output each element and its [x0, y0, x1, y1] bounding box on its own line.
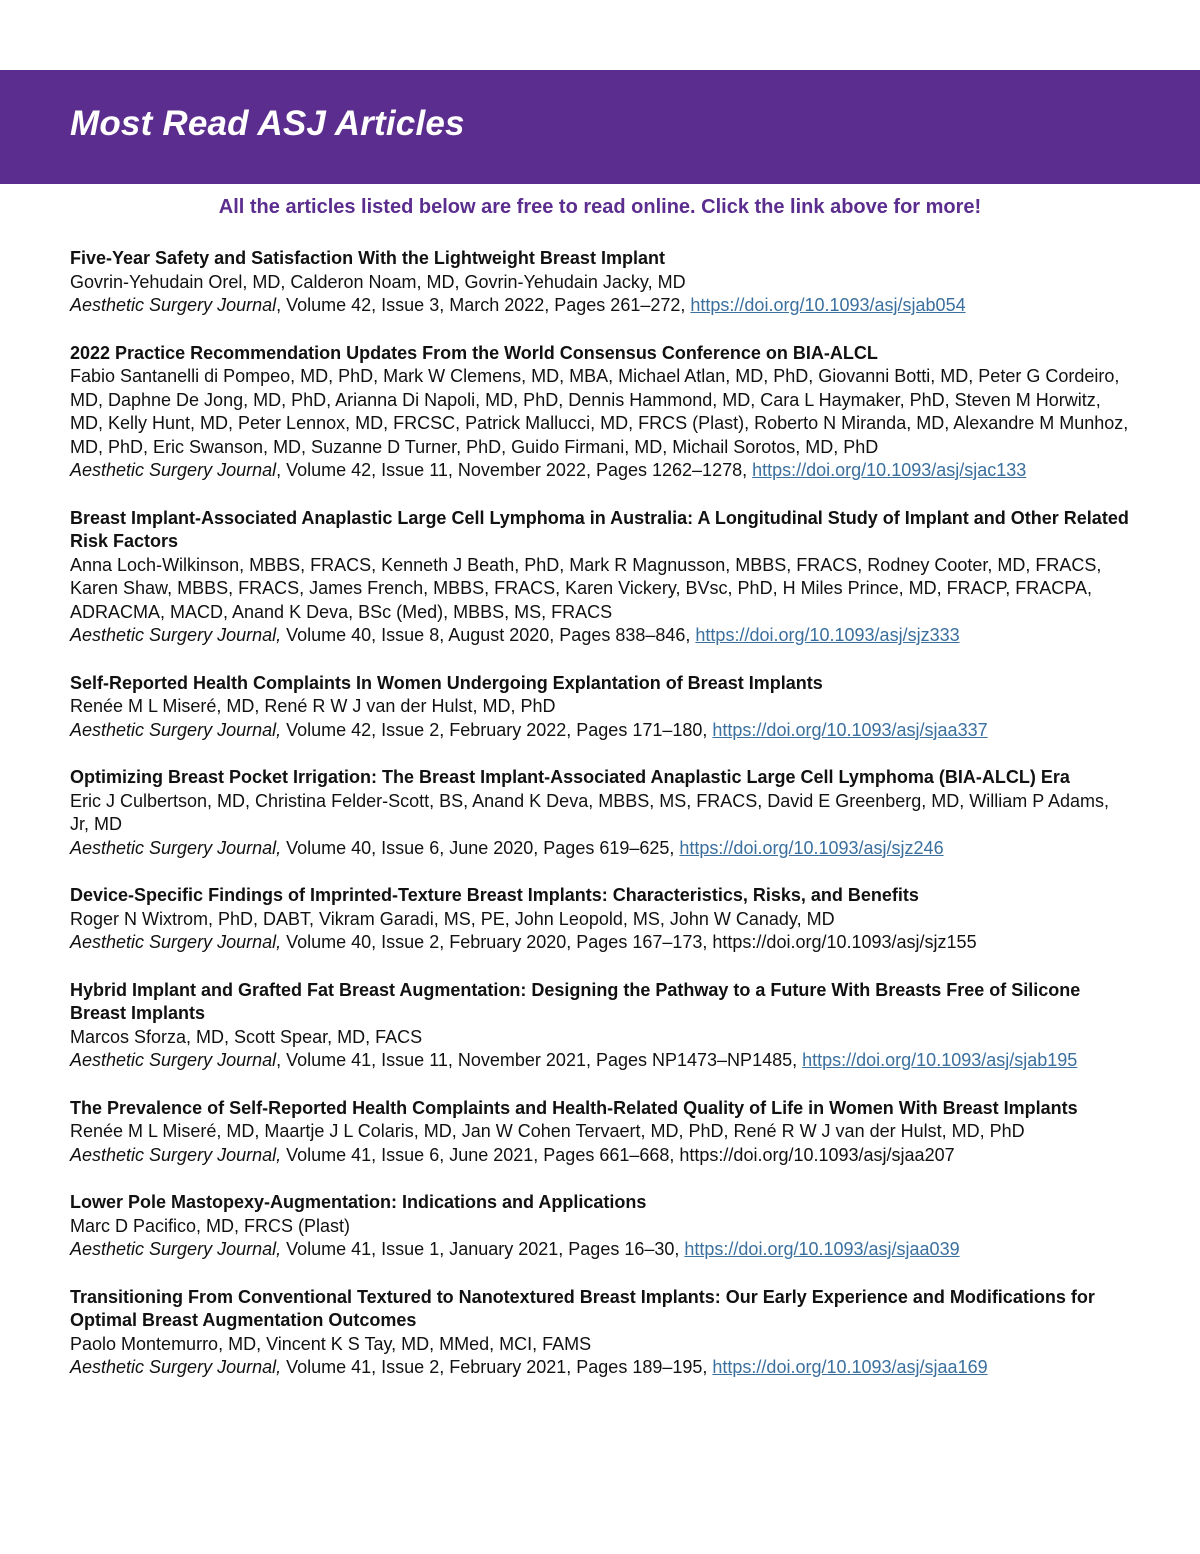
article-authors: Anna Loch-Wilkinson, MBBS, FRACS, Kenneth J Beath, PhD, Mark R Magnusson, MBBS, FRACS, Rodney Cooter, MD, FRACS, Karen Shaw, MBBS, FRACS, James French, MBBS, FRACS, Karen Vickery, BVsc, PhD, H Miles Prince, MD, FRACP, FRACPA, ADRACMA, MACD, Anand K Deva, BSc (Med), MBBS, MS, FRACS	[70, 554, 1102, 622]
journal-name: Aesthetic Surgery Journal,	[70, 1357, 282, 1377]
citation-details: Volume 41, Issue 1, January 2021, Pages 16–30,	[281, 1239, 685, 1259]
article-title: Optimizing Breast Pocket Irrigation: The Breast Implant-Associated Anaplastic Large Cell Lymphoma (BIA-ALCL) Era	[70, 767, 1070, 787]
article-title: The Prevalence of Self-Reported Health Complaints and Health-Related Quality of Life in Women With Breast Implants	[70, 1097, 1078, 1118]
journal-name: Aesthetic Surgery Journal	[70, 295, 277, 315]
doi-text: https://doi.org/10.1093/asj/sjaa207	[679, 1144, 955, 1165]
doi-link[interactable]: https://doi.org/10.1093/asj/sjab195	[802, 1050, 1078, 1070]
citation-details: Volume 42, Issue 2, February 2022, Pages 171–180,	[281, 719, 713, 740]
doi-link[interactable]: https://doi.org/10.1093/asj/sjab054	[690, 295, 966, 315]
citation-details: Volume 40, Issue 2, February 2020, Pages 167–173,	[281, 932, 713, 952]
article-citation	[70, 837, 1132, 861]
doi-link[interactable]: https://doi.org/10.1093/asj/sjac133	[752, 460, 1027, 480]
journal-name: Aesthetic Surgery Journal,	[70, 625, 282, 645]
citation-details: , Volume 42, Issue 11, November 2022, Pages 1262–1278,	[276, 460, 753, 480]
article-citation	[70, 931, 1132, 955]
article-authors: Paolo Montemurro, MD, Vincent K S Tay, MD, MMed, MCI, FAMS	[70, 1333, 592, 1354]
article-title: Self-Reported Health Complaints In Women Undergoing Explantation of Breast Implants	[70, 672, 823, 693]
journal-name: Aesthetic Surgery Journal,	[70, 1239, 282, 1259]
citation-details: Volume 40, Issue 8, August 2020, Pages 838–846,	[281, 625, 696, 645]
article-citation	[70, 294, 1132, 318]
article-entry	[70, 247, 1132, 318]
article-authors: Renée M L Miseré, MD, René R W J van der Hulst, MD, PhD	[70, 696, 556, 716]
journal-name: Aesthetic Surgery Journal,	[70, 1144, 282, 1165]
citation-details: Volume 40, Issue 6, June 2020, Pages 619–625,	[281, 837, 680, 858]
article-entry	[70, 1191, 1132, 1262]
article-entry	[70, 342, 1132, 483]
article-authors: Marcos Sforza, MD, Scott Spear, MD, FACS	[70, 1026, 423, 1047]
article-citation	[70, 719, 1132, 743]
article-entry	[70, 672, 1132, 743]
citation-details: , Volume 41, Issue 11, November 2021, Pages NP1473–NP1485,	[276, 1050, 803, 1070]
article-citation	[70, 624, 1132, 648]
journal-name: Aesthetic Surgery Journal,	[70, 837, 282, 858]
journal-name: Aesthetic Surgery Journal	[70, 460, 277, 480]
article-list	[70, 247, 1132, 1404]
article-title: Lower Pole Mastopexy-Augmentation: Indications and Applications	[70, 1192, 647, 1212]
journal-name: Aesthetic Surgery Journal,	[70, 932, 282, 952]
article-authors: Renée M L Miseré, MD, Maartje J L Colaris, MD, Jan W Cohen Tervaert, MD, PhD, René R W J van der Hulst, MD, PhD	[70, 1121, 1025, 1141]
header-banner	[0, 70, 1200, 184]
journal-name: Aesthetic Surgery Journal	[70, 1050, 277, 1070]
article-entry	[70, 884, 1132, 955]
article-entry	[70, 1286, 1132, 1380]
article-title: Transitioning From Conventional Textured to Nanotextured Breast Implants: Our Early Experience and Modifications for Optimal Breast Augmentation Outcomes	[70, 1286, 1095, 1330]
article-citation	[70, 1144, 1132, 1168]
doi-link[interactable]: https://doi.org/10.1093/asj/sjz333	[695, 625, 960, 645]
citation-details: Volume 41, Issue 2, February 2021, Pages 189–195,	[281, 1357, 713, 1377]
doi-link[interactable]: https://doi.org/10.1093/asj/sjaa169	[712, 1357, 988, 1377]
article-citation	[70, 1238, 1132, 1262]
article-citation	[70, 459, 1132, 483]
article-entry	[70, 766, 1132, 860]
citation-details: , Volume 42, Issue 3, March 2022, Pages 261–272,	[276, 295, 691, 315]
article-authors: Roger N Wixtrom, PhD, DABT, Vikram Garadi, MS, PE, John Leopold, MS, John W Canady, MD	[70, 908, 835, 929]
page-title: Most Read ASJ Articles	[70, 104, 465, 143]
citation-details: Volume 41, Issue 6, June 2021, Pages 661–668,	[281, 1144, 680, 1165]
article-entry	[70, 1097, 1132, 1168]
article-authors: Eric J Culbertson, MD, Christina Felder-Scott, BS, Anand K Deva, MBBS, MS, FRACS, David E Greenberg, MD, William P Adams, Jr, MD	[70, 790, 1110, 834]
article-title: Hybrid Implant and Grafted Fat Breast Augmentation: Designing the Pathway to a Future With Breasts Free of Silicone Breast Implants	[70, 979, 1081, 1023]
article-authors: Govrin-Yehudain Orel, MD, Calderon Noam, MD, Govrin-Yehudain Jacky, MD	[70, 271, 686, 292]
doi-link[interactable]: https://doi.org/10.1093/asj/sjaa039	[684, 1239, 960, 1259]
journal-name: Aesthetic Surgery Journal,	[70, 719, 282, 740]
doi-link[interactable]: https://doi.org/10.1093/asj/sjaa337	[712, 719, 988, 740]
article-citation	[70, 1049, 1132, 1073]
article-title: 2022 Practice Recommendation Updates From the World Consensus Conference on BIA-ALCL	[70, 342, 878, 363]
article-title: Device-Specific Findings of Imprinted-Texture Breast Implants: Characteristics, Risks, and Benefits	[70, 885, 919, 905]
article-entry	[70, 979, 1132, 1073]
doi-link[interactable]: https://doi.org/10.1093/asj/sjz246	[679, 837, 944, 858]
article-authors: Fabio Santanelli di Pompeo, MD, PhD, Mark W Clemens, MD, MBA, Michael Atlan, MD, PhD, Giovanni Botti, MD, Peter G Cordeiro, MD, Daphne De Jong, MD, PhD, Arianna Di Napoli, MD, PhD, Dennis Hammond, MD, Cara L Haymaker, PhD, Steven M Horwitz, MD, Kelly Hunt, MD, Peter Lennox, MD, FRCSC, Patrick Mallucci, MD, FRCS (Plast), Roberto N Miranda, MD, Alexandre M Munhoz, MD, PhD, Eric Swanson, MD, Suzanne D Turner, PhD, Guido Firmani, MD, Michail Sorotos, MD, PhD	[70, 366, 1129, 457]
article-title: Breast Implant-Associated Anaplastic Large Cell Lymphoma in Australia: A Longitudinal Study of Implant and Other Related Risk Factors	[70, 507, 1129, 551]
article-entry	[70, 507, 1132, 648]
doi-text: https://doi.org/10.1093/asj/sjz155	[712, 932, 977, 952]
article-authors: Marc D Pacifico, MD, FRCS (Plast)	[70, 1215, 351, 1236]
article-title: Five-Year Safety and Satisfaction With the Lightweight Breast Implant	[70, 248, 665, 268]
article-citation	[70, 1356, 1132, 1380]
page-subtitle: All the articles listed below are free to read online. Click the link above for more!	[218, 196, 982, 218]
